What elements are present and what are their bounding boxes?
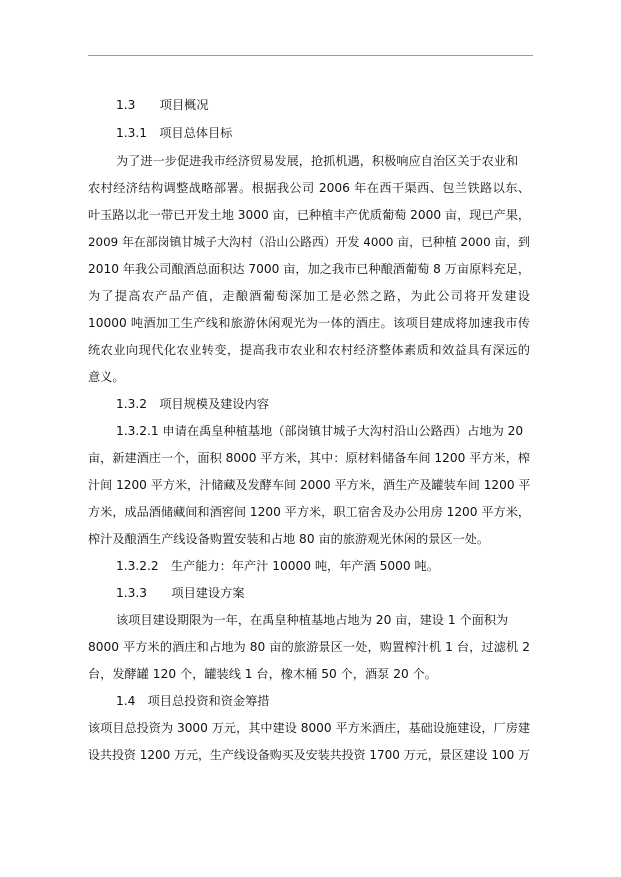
paragraph-line: 意义。 (88, 370, 125, 384)
paragraph-line: 8000 平方米的酒庄和占地为 80 亩的旅游景区一处，购置榨汁机 1 台，过滤机 2 (88, 640, 530, 654)
paragraph-line: 汁间 1200 平方米，汁储藏及发酵车间 2000 平方米，酒生产及罐装车间 1200 平 (88, 478, 531, 492)
paragraph-line: 10000 吨酒加工生产线和旅游休闲观光为一体的酒庄。该项目建成将加速我市传 (88, 316, 530, 330)
paragraph-line: 1.3.2.2 生产能力：年产汁 10000 吨，年产酒 5000 吨。 (116, 559, 439, 573)
paragraph-line: 1.3.2.1 申请在禹皇种植基地（部岗镇甘城子大沟村沿山公路西）占地为 20 (116, 424, 524, 438)
paragraph-line: 2010 年我公司酿酒总面积达 7000 亩，加之我市已种酿酒葡萄 8 万亩原料充足， (88, 262, 530, 276)
section-heading-1-3: 1.3 项目概况 (116, 98, 209, 112)
paragraph-line: 设共投资 1200 万元，生产线设备购买及安装共投资 1700 万元，景区建设 100 万 (88, 748, 530, 762)
paragraph-line: 为了提高农产品产值，走酿酒葡萄深加工是必然之路，为此公司将开发建设 (88, 289, 530, 303)
paragraph-line: 榨汁及酿酒生产线设备购置安装和占地 80 亩的旅游观光休闲的景区一处。 (88, 532, 490, 546)
paragraph-line: 台，发酵罐 120 个，罐装线 1 台，橡木桶 50 个，酒泵 20 个。 (88, 667, 437, 681)
subsection-heading-1-3-3: 1.3.3 项目建设方案 (116, 586, 245, 600)
subsection-heading-1-3-2: 1.3.2 项目规模及建设内容 (116, 397, 269, 411)
section-heading-1-4: 1.4 项目总投资和资金筹措 (116, 694, 270, 708)
header-rule (88, 55, 533, 56)
paragraph-line: 该项目总投资为 3000 万元，其中建设 8000 平方米酒庄，基础设施建设，厂房建 (88, 721, 531, 735)
paragraph-line: 为了进一步促进我市经济贸易发展，抢抓机遇，积极响应自治区关于农业和 (116, 154, 519, 168)
paragraph-line: 该项目建设期限为一年，在禹皇种植基地占地为 20 亩，建设 1 个面积为 (116, 613, 509, 627)
paragraph-line: 亩，新建酒庄一个，面积 8000 平方米，其中：原材料储备车间 1200 平方米，榨 (88, 451, 531, 465)
paragraph-line: 方米，成品酒储藏间和酒窖间 1200 平方米，职工宿舍及办公用房 1200 平方米， (88, 505, 531, 519)
paragraph-line: 农村经济结构调整战略部署。根据我公司 2006 年在西干渠西、包兰铁路以东、 (88, 181, 530, 195)
paragraph-line: 叶玉路以北一带已开发土地 3000 亩，已种植丰产优质葡萄 2000 亩，现已产果， (88, 208, 531, 222)
paragraph-line: 2009 年在部岗镇甘城子大沟村（沿山公路西）开发 4000 亩，已种植 2000 亩，到 (88, 235, 531, 249)
subsection-heading-1-3-1: 1.3.1 项目总体目标 (116, 126, 233, 140)
paragraph-line: 统农业向现代化农业转变，提高我市农业和农村经济整体素质和效益具有深远的 (88, 343, 530, 357)
